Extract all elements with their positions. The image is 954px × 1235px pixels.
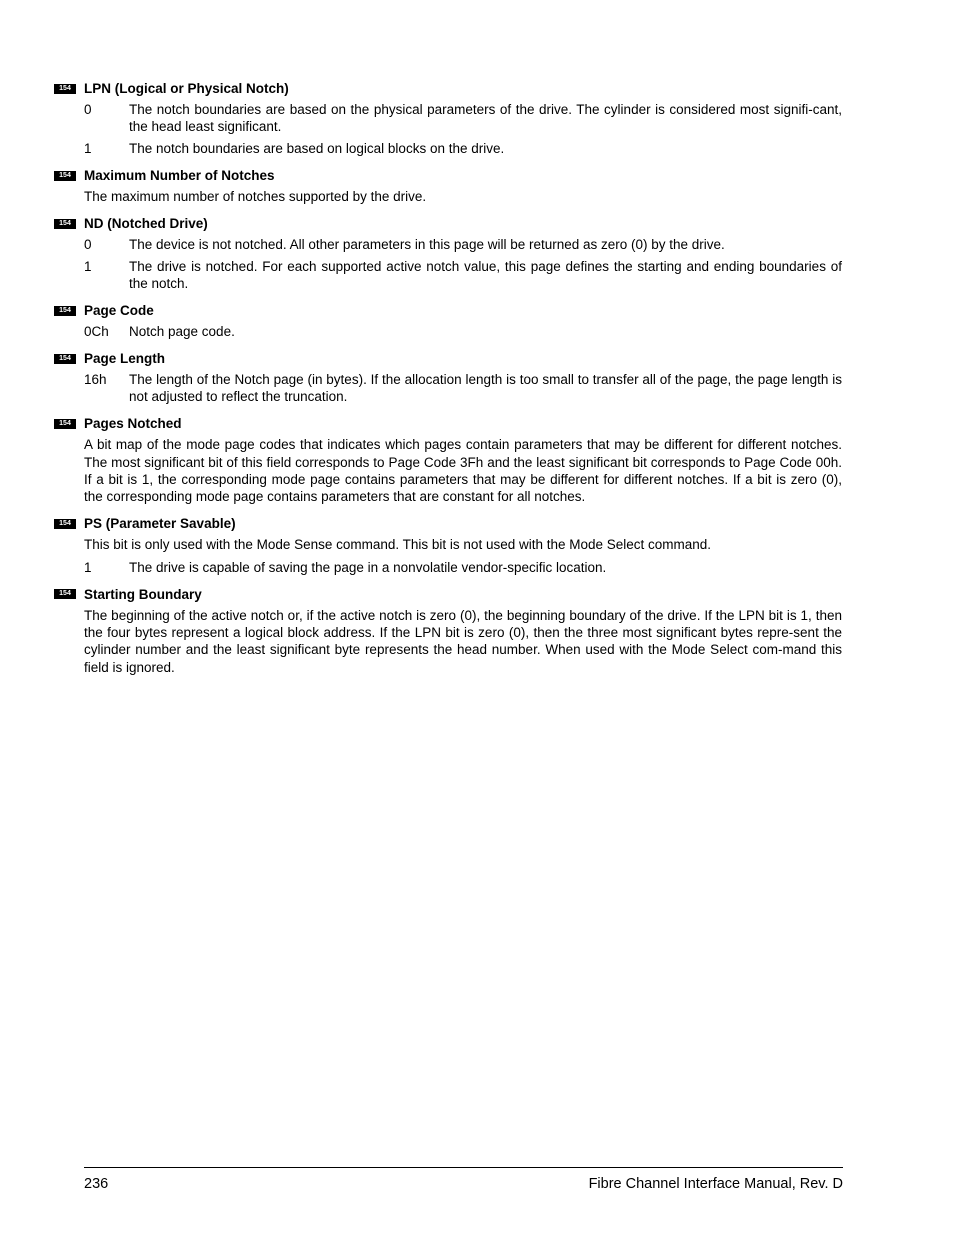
section-paragraph: The maximum number of notches supported by the drive. xyxy=(84,189,427,204)
definition-text: Notch page code. xyxy=(129,324,235,340)
definition-row xyxy=(84,101,842,135)
section-title: Pages Notched xyxy=(84,416,182,432)
section-max-notches xyxy=(54,167,842,205)
definition-row xyxy=(84,140,842,157)
definition-code: 1 xyxy=(84,259,92,275)
definition-text: The notch boundaries are based on logical blocks on the drive. xyxy=(129,141,505,156)
section-title: Starting Boundary xyxy=(84,586,202,602)
definition-row xyxy=(84,323,842,340)
section-ps xyxy=(54,515,842,575)
definition-text: The notch boundaries are based on the physical parameters of the drive. The cylinder is considered most signifi-cant, the head least significant. xyxy=(129,102,842,134)
definition-code: 1 xyxy=(84,141,92,156)
section-lpn xyxy=(54,80,842,157)
definition-code: 16h xyxy=(84,372,107,388)
section-paragraph: A bit map of the mode page codes that indicates which pages contain parameters that may be different for different notches. The most significant bit of this field corresponds to Page Code 3Fh and the least significant bit corresponds to Page Code 00h. If a bit is 1, the corresponding mode page contains parameters that may be different for different notches. If a bit is zero (0), the corresponding mode page contains parameters that are constant for all notches. xyxy=(84,437,842,505)
definition-text: The drive is notched. For each supported active notch value, this page defines the starting and ending boundaries of the notch. xyxy=(129,259,842,292)
document-title: Fibre Channel Interface Manual, Rev. D xyxy=(588,1176,843,1192)
section-page-length xyxy=(54,350,842,405)
section-paragraph: This bit is only used with the Mode Sense command. This bit is not used with the Mode Select command. xyxy=(84,537,712,553)
definition-text: The length of the Notch page (in bytes). If the allocation length is too small to transfer all of the page, the page length is not adjusted to reflect the truncation. xyxy=(129,372,842,405)
definition-code: 0Ch xyxy=(84,324,109,340)
section-title: Page Code xyxy=(84,303,154,319)
marker-tag: 154 xyxy=(54,84,76,94)
marker-tag: 154 xyxy=(54,419,76,429)
definition-code: 1 xyxy=(84,559,92,575)
definition-row xyxy=(84,258,842,292)
section-paragraph: The beginning of the active notch or, if the active notch is zero (0), the beginning boundary of the drive. If the LPN bit is 1, then the four bytes represent a logical block address. If the LPN bit is zero (0), then the three most significant bytes repre-sent the cylinder number and the least significant byte represents the head number. When used with the Mode Select com-mand this field is ignored. xyxy=(84,607,842,675)
definition-text: The device is not notched. All other parameters in this page will be returned as zero (0) by the drive. xyxy=(129,237,725,253)
page-number: 236 xyxy=(84,1176,109,1192)
definition-code: 0 xyxy=(84,102,92,117)
marker-tag: 154 xyxy=(54,589,76,599)
section-title: Page Length xyxy=(84,351,166,367)
marker-tag: 154 xyxy=(54,219,76,229)
marker-tag: 154 xyxy=(54,306,76,316)
marker-tag: 154 xyxy=(54,354,76,364)
section-nd xyxy=(54,215,842,292)
section-title: ND (Notched Drive) xyxy=(84,216,208,232)
section-title: LPN (Logical or Physical Notch) xyxy=(84,81,289,96)
marker-tag: 154 xyxy=(54,519,76,529)
definition-row xyxy=(84,371,842,405)
section-title: Maximum Number of Notches xyxy=(84,168,275,183)
definition-row xyxy=(84,236,842,253)
marker-tag: 154 xyxy=(54,171,76,181)
definition-code: 0 xyxy=(84,237,92,253)
definition-row xyxy=(84,559,842,576)
section-starting-boundary xyxy=(54,586,842,676)
section-title: PS (Parameter Savable) xyxy=(84,516,236,532)
section-pages-notched xyxy=(54,415,842,505)
section-page-code xyxy=(54,302,842,340)
footer-rule xyxy=(84,1167,843,1168)
definition-text: The drive is capable of saving the page in a nonvolatile vendor-specific location. xyxy=(129,559,607,575)
page-content xyxy=(54,80,842,686)
